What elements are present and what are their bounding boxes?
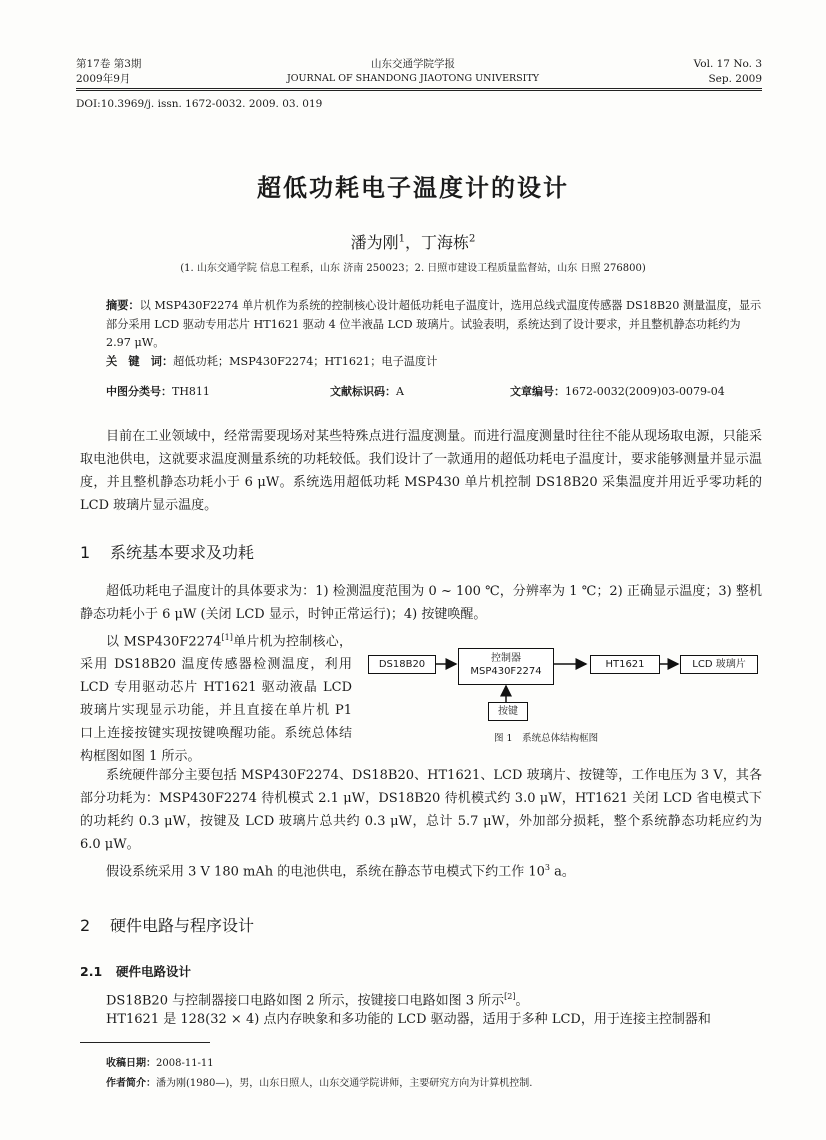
affiliation: (1. 山东交通学院 信息工程系，山东 济南 250023；2. 日照市建设工程质量监督站，山东 日照 276800) xyxy=(180,263,646,274)
footnote-rule xyxy=(80,1042,210,1043)
header-rule-2 xyxy=(76,90,762,91)
subsection-2-1-num: 2.1 xyxy=(80,964,103,979)
s2p1-end: 。 xyxy=(515,993,529,1009)
p2-start: 以 MSP430F2274 xyxy=(106,634,222,650)
header-volume-en: Vol. 17 No. 3 xyxy=(693,58,762,70)
abstract-text: 以 MSP430F2274 单片机作为系统的控制核心设计超低功耗电子温度计，选用总线式温度传感器 DS18B20 测量温度，显示部分采用 LCD 驱动专用芯片 HT1621 驱动 4 位半液晶 LCD 玻璃片。试验表明，系统达到了设计要求，并且整机静态功耗约为 2.97 μW。 xyxy=(106,299,762,349)
p4-start: 假设系统采用 3 V 180 mAh 的电池供电，系统在静态节电模式下约工作 10 xyxy=(106,864,545,880)
clc-row xyxy=(106,383,210,399)
section-1-heading xyxy=(80,540,254,563)
header-date-en: Sep. 2009 xyxy=(708,73,762,85)
p2-rest: 单片机为控制核心，采用 DS18B20 温度传感器检测温度，利用 LCD 专用驱动芯片 HT1621 驱动液晶 LCD 玻璃片实现显示功能，并且直接在单片机 P1 口上连接按键实现按键唤醒功能。系统总体结构框图如图 1 所示。 xyxy=(80,634,352,765)
ref-2: [2] xyxy=(504,992,516,1001)
header-journal-en: JOURNAL OF SHANDONG JIAOTONG UNIVERSITY xyxy=(286,73,540,84)
author-1: 潘为刚 xyxy=(350,233,399,252)
header-volume-cn: 第17卷 第3期 xyxy=(76,58,142,70)
abstract xyxy=(106,297,762,371)
received-label: 收稿日期： xyxy=(106,1058,156,1069)
keywords: 超低功耗；MSP430F2274；HT1621；电子温度计 xyxy=(173,354,438,368)
block-controller-label: 控制器 xyxy=(491,653,521,664)
author-line xyxy=(0,230,826,253)
figure-1-caption: 图 1 系统总体结构框图 xyxy=(494,733,599,744)
article-no-row xyxy=(510,383,725,399)
block-key: 按键 xyxy=(488,702,528,721)
section-1-para-2 xyxy=(80,626,352,768)
bio-label: 作者简介： xyxy=(106,1078,156,1089)
figure-1-arrows xyxy=(360,640,762,722)
keywords-label: 关 键 词： xyxy=(106,354,174,368)
author-2: 丁海栋 xyxy=(421,233,470,252)
subsection-2-1-heading xyxy=(80,962,191,980)
doc-code-value: A xyxy=(396,385,404,398)
block-controller xyxy=(458,648,554,685)
intro-paragraph: 目前在工业领域中，经常需要现场对某些特殊点进行温度测量。而进行温度测量时往往不能从现场取电源，只能采取电池供电，这就要求温度测量系统的功耗较低。我们设计了一款通用的超低功耗电子温度计，要求能够测量并显示温度，并且整机静态功耗小于 6 μW。系统选用超低功耗 MSP430 单片机控制 DS18B20 采集温度并用近乎零功耗的 LCD 玻璃片显示温度。 xyxy=(80,429,762,513)
author-1-affil: 1 xyxy=(398,233,405,245)
footnote-bio xyxy=(106,1074,532,1089)
p4-exponent: 3 xyxy=(544,863,550,872)
clc-label: 中图分类号： xyxy=(106,385,172,398)
header-rule xyxy=(76,88,762,89)
section-1-para-1: 超低功耗电子温度计的具体要求为：1) 检测温度范围为 0 ~ 100 ℃，分辨率为 1 ℃；2) 正确显示温度；3) 整机静态功耗小于 6 μW (关闭 LCD 显示，时钟正常运行)；4) 按键唤醒。 xyxy=(80,584,762,622)
section-2-para-2: HT1621 是 128(32 × 4) 点内存映象和多功能的 LCD 驱动器，适用于多种 LCD，用于连接主控制器和 xyxy=(106,1012,711,1027)
clc-value: TH811 xyxy=(172,385,210,398)
article-no-value: 1672-0032(2009)03-0079-04 xyxy=(565,385,725,398)
header-journal-cn: 山东交通学院学报 xyxy=(371,58,455,70)
section-1-title: 系统基本要求及功耗 xyxy=(110,543,255,562)
received-date: 2008-11-11 xyxy=(156,1058,214,1069)
article-no-label: 文章编号： xyxy=(510,385,565,398)
block-ht1621: HT1621 xyxy=(590,655,660,674)
block-ds18b20: DS18B20 xyxy=(368,655,436,674)
section-1-para-4 xyxy=(80,856,762,883)
author-2-affil: 2 xyxy=(469,233,476,245)
p4-end: a。 xyxy=(550,864,575,880)
s2p1-text: DS18B20 与控制器接口电路如图 2 所示，按键接口电路如图 3 所示 xyxy=(106,993,505,1009)
section-1-num: 1 xyxy=(80,543,91,562)
bio-text: 潘为刚(1980—)，男，山东日照人，山东交通学院讲师，主要研究方向为计算机控制. xyxy=(156,1078,533,1089)
doc-code-row xyxy=(330,383,404,399)
author-sep: ， xyxy=(404,233,421,252)
ref-1: [1] xyxy=(221,633,233,642)
header-date-cn: 2009年9月 xyxy=(76,73,131,85)
abstract-label: 摘要： xyxy=(106,299,140,312)
footnote-received xyxy=(106,1054,214,1069)
block-controller-chip: MSP430F2274 xyxy=(470,666,542,677)
block-lcd: LCD 玻璃片 xyxy=(680,655,758,674)
paper-title: 超低功耗电子温度计的设计 xyxy=(257,174,569,202)
section-2-title: 硬件电路与程序设计 xyxy=(110,916,255,935)
doc-code-label: 文献标识码： xyxy=(330,385,396,398)
subsection-2-1-title: 硬件电路设计 xyxy=(116,964,192,979)
section-2-heading xyxy=(80,913,254,936)
section-1-para-3: 系统硬件部分主要包括 MSP430F2274、DS18B20、HT1621、LCD 玻璃片、按键等，工作电压为 3 V，其各部分功耗为：MSP430F2274 待机模式 2.1 μW，DS18B20 待机模式约 3.0 μW，HT1621 关闭 LCD 省电模式下的功耗约 0.3 μW，按键及 LCD 玻璃片总共约 0.3 μW，总计 5.7 μW，外加部分损耗，整个系统静态功耗应约为 6.0 μW。 xyxy=(80,768,762,852)
section-2-num: 2 xyxy=(80,916,91,935)
doi: DOI:10.3969/j. issn. 1672-0032. 2009. 03. 019 xyxy=(76,98,323,110)
